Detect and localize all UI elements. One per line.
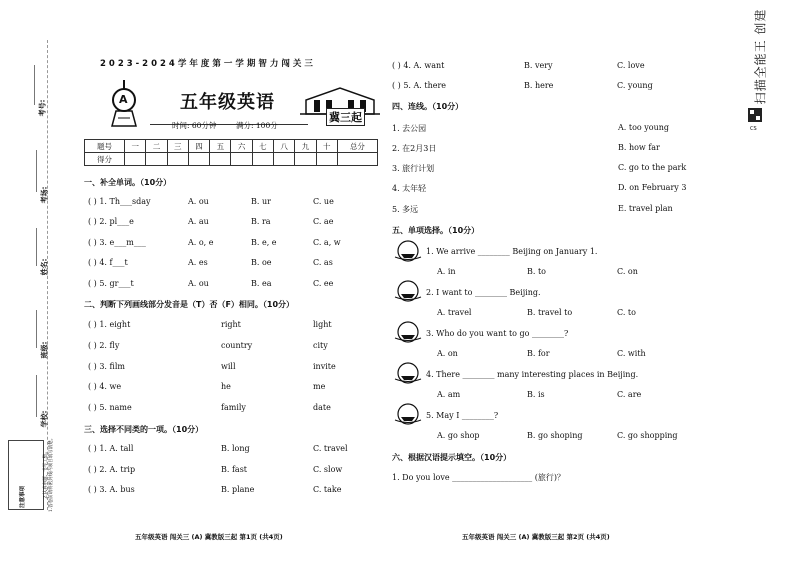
watermark-text: 扫描全能王 创建 — [753, 8, 768, 105]
section2-title: 二、判断下列画线部分发音是（T）否（F）相同。（10分） — [84, 300, 295, 309]
boat-scene-icon — [393, 403, 423, 427]
notice-box — [8, 435, 55, 513]
score-table — [84, 139, 378, 166]
section6-title: 六、根据汉语提示填空。（10分） — [392, 453, 512, 462]
match-left-item[interactable]: 3. 旅行计划 — [392, 164, 435, 173]
question[interactable]: 4. There ________ many interesting places in Beijing. — [426, 370, 639, 379]
match-left-item[interactable]: 2. 在2月3日 — [392, 144, 437, 153]
section3-title: 三、选择不同类的一项。（10分） — [84, 425, 204, 434]
option-c: C. to — [617, 308, 636, 317]
score-row-label: 得分 — [85, 153, 125, 166]
option-b: B. fast — [221, 465, 248, 474]
question[interactable]: ( ) 4. we — [88, 382, 122, 391]
question[interactable]: ( ) 2. fly — [88, 341, 120, 350]
question[interactable]: ( ) 2. A. trip — [88, 465, 136, 474]
match-left-item[interactable]: 1. 去公园 — [392, 124, 427, 133]
score-cell: 总分 — [337, 140, 377, 153]
option-a: A. ou — [188, 197, 209, 206]
exam-time: 时间: 60分钟 — [172, 121, 217, 130]
option-b: B. very — [524, 61, 553, 70]
score-cell: 四 — [188, 140, 209, 153]
score-input[interactable] — [337, 153, 377, 166]
question[interactable]: ( ) 5. name — [88, 403, 132, 412]
option-c: C. ee — [313, 279, 334, 288]
option-b: B. travel to — [527, 308, 573, 317]
score-cell: 三 — [167, 140, 188, 153]
option-c: C. with — [617, 349, 646, 358]
score-input[interactable] — [188, 153, 209, 166]
compare-word-1: country — [221, 341, 253, 350]
fill-in-question[interactable]: 1. Do you love ____________________ (旅行)？ — [392, 473, 565, 482]
edition-stamp: 冀三起 — [326, 108, 365, 126]
score-input[interactable] — [231, 153, 252, 166]
banji-line — [36, 310, 37, 348]
option-a: A. am — [437, 390, 461, 399]
compare-word-2: city — [313, 341, 328, 350]
question[interactable]: ( ) 1. A. tall — [88, 444, 134, 453]
option-c: C. are — [617, 390, 642, 399]
section4-title: 四、连线。（10分） — [392, 102, 464, 111]
label-xuexiao: 学校: — [40, 410, 49, 428]
question[interactable]: ( ) 5. gr___t — [88, 279, 134, 288]
label-kaochang: 考场: — [40, 186, 49, 204]
option-a: A. o, e — [188, 238, 214, 247]
compare-word-2: me — [313, 382, 326, 391]
score-input[interactable] — [167, 153, 188, 166]
full-score: 满分: 100分 — [236, 121, 278, 130]
score-input[interactable] — [274, 153, 295, 166]
score-input[interactable] — [210, 153, 231, 166]
option-c: C. ue — [313, 197, 334, 206]
boat-scene-icon — [393, 280, 423, 304]
option-c: C. take — [313, 485, 342, 494]
score-cell: 七 — [252, 140, 273, 153]
option-b: B. here — [524, 81, 554, 90]
label-kaohao: 考号: — [38, 99, 47, 117]
compare-word-2: invite — [313, 362, 336, 371]
match-right-item[interactable]: D. on February 3 — [618, 183, 687, 192]
match-right-item[interactable]: B. how far — [618, 143, 660, 152]
option-b: B. for — [527, 349, 550, 358]
compare-word-1: family — [221, 403, 246, 412]
notice-line-1: 1.答卷前请将密封线内项目填写清楚。 — [49, 435, 55, 513]
label-xingming: 姓名: — [40, 258, 49, 276]
question[interactable]: ( ) 2. pl___e — [88, 217, 134, 226]
option-c: C. love — [617, 61, 645, 70]
option-c: C. young — [617, 81, 653, 90]
compare-word-1: right — [221, 320, 241, 329]
option-c: C. ae — [313, 217, 334, 226]
option-b: B. ea — [251, 279, 272, 288]
compare-word-2: date — [313, 403, 331, 412]
score-cell: 二 — [146, 140, 167, 153]
score-cell: 六 — [231, 140, 252, 153]
score-cell: 十 — [316, 140, 337, 153]
score-table-score-row — [85, 153, 378, 166]
boat-scene-icon — [393, 240, 423, 264]
main-title: 五年级英语 — [180, 92, 275, 113]
kaohao-line — [34, 65, 35, 105]
section1-title: 一、补全单词。（10分） — [84, 178, 172, 187]
boat-scene-icon — [393, 321, 423, 345]
score-input[interactable] — [252, 153, 273, 166]
section5-title: 五、单项选择。（10分） — [392, 226, 480, 235]
score-cell: 题号 — [85, 140, 125, 153]
option-b: B. oe — [251, 258, 272, 267]
compare-word-2: light — [313, 320, 332, 329]
boat-scene-icon — [393, 362, 423, 386]
question[interactable]: ( ) 1. eight — [88, 320, 131, 329]
badge-letter: A — [119, 93, 128, 106]
match-right-item[interactable]: A. too young — [618, 123, 670, 132]
option-c: C. a, w — [313, 238, 341, 247]
question[interactable]: ( ) 5. A. there — [392, 81, 447, 90]
score-cell: 八 — [274, 140, 295, 153]
option-a: A. ou — [188, 279, 209, 288]
xuexiao-line — [36, 375, 37, 417]
score-input[interactable] — [316, 153, 337, 166]
question[interactable]: 5. May I ________? — [426, 411, 499, 420]
option-c: C. travel — [313, 444, 348, 453]
notice-title: 注意事项 — [20, 485, 27, 509]
question[interactable]: 2. I want to ________ Beijing. — [426, 288, 541, 297]
option-b: B. to — [527, 267, 546, 276]
compare-word-1: he — [221, 382, 231, 391]
option-b: B. long — [221, 444, 250, 453]
footer-right: 五年级英语 闯关三 (A) 冀教版三起 第2页 (共4页) — [462, 533, 610, 541]
score-table-header-row — [85, 140, 378, 153]
score-input[interactable] — [146, 153, 167, 166]
notice-line-2: 2.认真审题，书写工整。 — [43, 449, 49, 499]
option-a: A. on — [437, 349, 458, 358]
kaochang-line — [36, 150, 37, 192]
option-b: B. ur — [251, 197, 271, 206]
option-a: A. au — [188, 217, 209, 226]
score-cell: 九 — [295, 140, 316, 153]
score-input[interactable] — [125, 153, 146, 166]
question[interactable]: 3. Who do you want to go ________? — [426, 329, 569, 338]
option-a: A. travel — [437, 308, 472, 317]
qr-label: CS — [750, 126, 757, 132]
question[interactable]: ( ) 3. e___m___ — [88, 238, 146, 247]
option-a: A. in — [437, 267, 456, 276]
score-input[interactable] — [295, 153, 316, 166]
match-left-item[interactable]: 4. 太年轻 — [392, 184, 427, 193]
option-b: B. ra — [251, 217, 271, 226]
option-b: B. plane — [221, 485, 255, 494]
option-c: C. on — [617, 267, 638, 276]
question[interactable]: ( ) 1. Th___sday — [88, 197, 151, 206]
footer-left: 五年级英语 闯关三 (A) 冀教版三起 第1页 (共4页) — [135, 533, 283, 541]
option-c: C. go shopping — [617, 431, 678, 440]
label-banji: 班级: — [40, 341, 49, 359]
compare-word-1: will — [221, 362, 236, 371]
option-b: B. go shoping — [527, 431, 583, 440]
question[interactable]: 1. We arrive ________ Beijing on January 1. — [426, 247, 598, 256]
xingming-line — [36, 228, 37, 266]
score-cell: 五 — [210, 140, 231, 153]
option-a: A. es — [188, 258, 208, 267]
match-right-item[interactable]: E. travel plan — [618, 204, 673, 213]
question[interactable]: ( ) 4. A. want — [392, 61, 445, 70]
option-a: A. go shop — [437, 431, 480, 440]
year-title: 2023-2024学年度第一学期智力闯关三 — [100, 59, 316, 69]
match-left-item[interactable]: 5. 多远 — [392, 205, 419, 214]
question[interactable]: ( ) 3. film — [88, 362, 125, 371]
option-c: C. slow — [313, 465, 343, 474]
match-right-item[interactable]: C. go to the park — [618, 163, 687, 172]
score-cell: 一 — [125, 140, 146, 153]
option-b: B. is — [527, 390, 545, 399]
qr-code-icon — [748, 108, 762, 122]
option-b: B. e, e — [251, 238, 277, 247]
question[interactable]: ( ) 3. A. bus — [88, 485, 135, 494]
option-c: C. as — [313, 258, 333, 267]
question[interactable]: ( ) 4. f___t — [88, 258, 128, 267]
